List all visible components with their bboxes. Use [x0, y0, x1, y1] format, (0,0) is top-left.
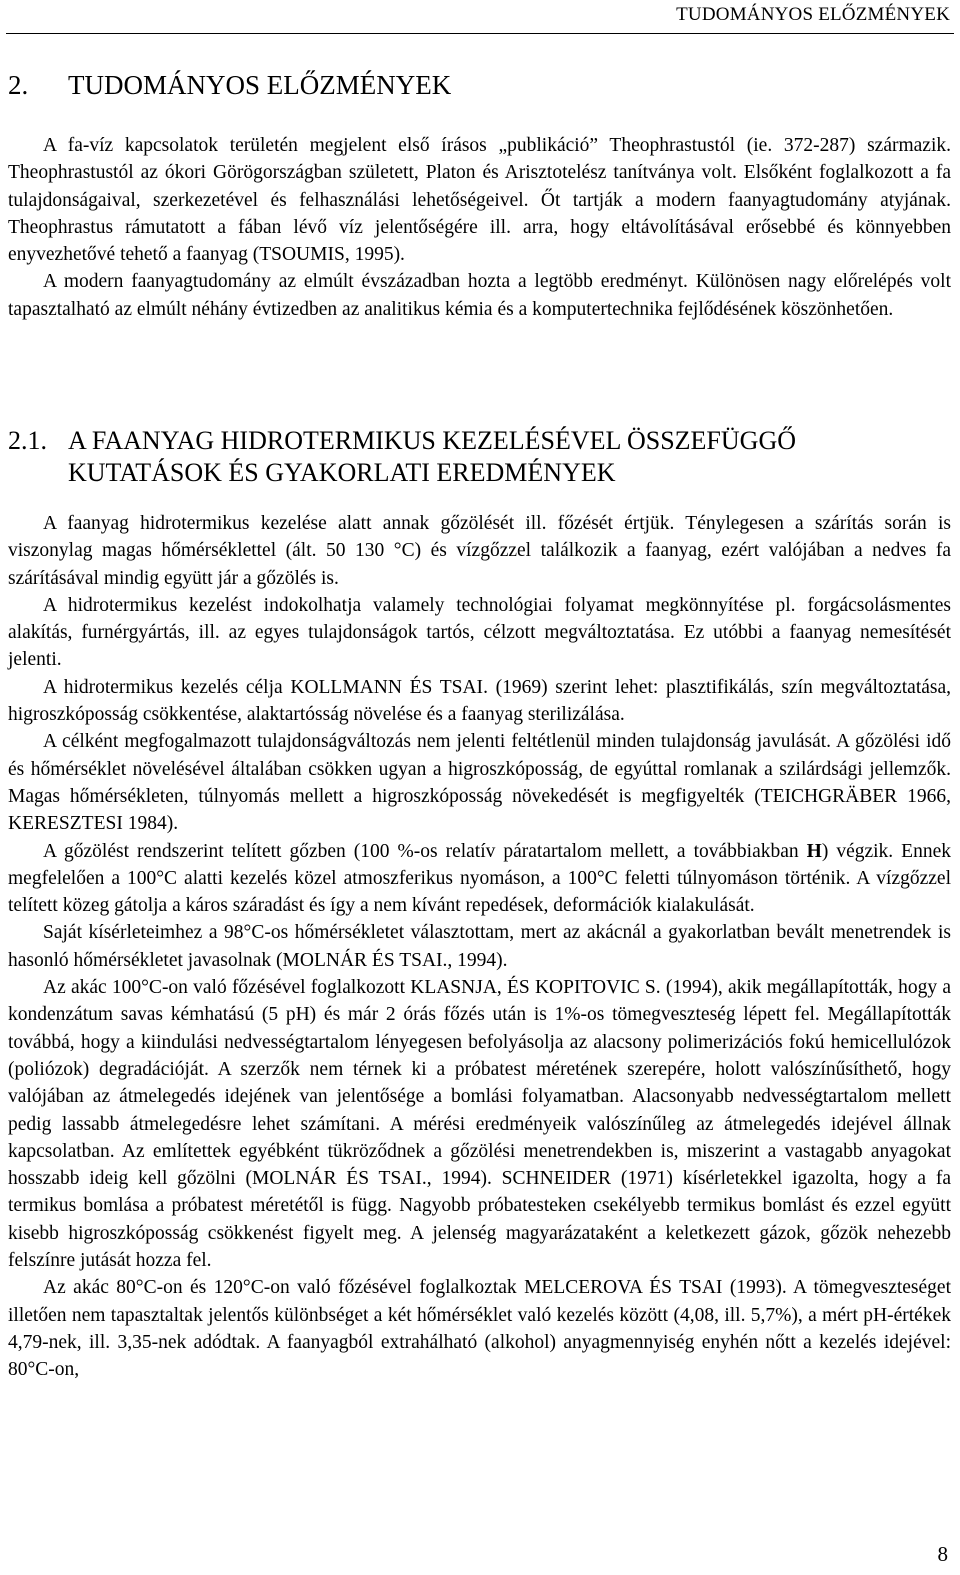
header-rule	[6, 33, 954, 34]
citation-author: KLASNJA, ÉS KOPITOVIC S	[410, 977, 656, 999]
subsection-title: A FAANYAG HIDROTERMIKUS KEZELÉSÉVEL ÖSSZEFÜGGŐ KUTATÁSOK ÉS GYAKORLATI EREDMÉNYEK	[68, 426, 796, 487]
citation-author: TSOUMIS	[259, 244, 345, 266]
citation-author: MOLNÁR ÉS TSAI	[251, 1168, 422, 1190]
intro-paragraph-1: A fa-víz kapcsolatok területén megjelent első írásos „publikáció” Theophrastustól (ie. 372-287) származik. Theophrastustól az ókori Görögországban született, Platon és Arisztotelész tanítványa volt. Elsőként foglalkozott a fa tulajdonságaival, szerkezetével és felhasználási lehetőségeivel. Őt tartják a modern faanyagtudomány atyjának. Theophrastus rámutatott a fában lévő víz jelentőségére ill. arra, hogy eltávolításával erősebbé és könnyebben enyvezhetővé tehető a faanyag (TSOUMIS, 1995).	[8, 135, 951, 266]
body-paragraph-8: Az akác 80°C-on és 120°C-on való főzésével foglalkoztak MELCEROVA ÉS TSAI (1993). A tömegveszteséget illetően nem tapasztaltak jelentős különbséget a két hőmérséklet való kezelés között (4,08, ill. 5,7%), a mért pH-értékek 4,79-nek, ill. 3,35-nek adódtak. A faanyagból extrahálható (alkohol) anyagmennyiség enyhén nőtt a kezelés idejével: 80°C-on,	[8, 1277, 951, 1381]
citation-author: SCHNEIDER	[501, 1168, 612, 1190]
citation-author: KERESZTESI	[8, 813, 123, 835]
symbol-h: H	[806, 840, 822, 862]
running-header: TUDOMÁNYOS ELŐZMÉNYEK	[676, 4, 950, 25]
subsection-number: 2.1.	[8, 426, 47, 455]
section-number: 2.	[8, 70, 29, 100]
intro-text	[8, 132, 951, 323]
body-paragraph-1: A faanyag hidrotermikus kezelése alatt annak gőzölését ill. főzését értjük. Ténylegesen a szárítás során is viszonylag magas hőmérséklettel (ált. 50 130 °C) és vízgőzzel találkozik a faanyag, ezért valójában a nedves fa szárításával mindig együtt jár a gőzölés is.	[8, 513, 951, 589]
section-title: TUDOMÁNYOS ELŐZMÉNYEK	[68, 70, 452, 100]
body-paragraph-4: A célként megfogalmazott tulajdonságváltozás nem jelenti feltétlenül minden tulajdonság javulását. A gőzölési idő és hőmérséklet növelésével általában csökken ugyan a higroszkóposság, de egyúttal romlanak a szilárdsági jellemzők. Magas hőmérsékleten, túlnyomás mellett a higroszkóposság növekedését is megfigyelték (TEICHGRÄBER 1966, KERESZTESI 1984).	[8, 731, 951, 835]
page-number: 8	[937, 1542, 948, 1566]
intro-paragraph-2: A modern faanyagtudomány az elmúlt évszázadban hozta a legtöbb eredményt. Különösen nagy előrelépés volt tapasztalható az elmúlt néhány évtizedben az analitikus kémia és a komputertechnika fejlődésének köszönhetően.	[8, 271, 951, 320]
body-paragraph-6: Saját kísérleteimhez a 98°C-os hőmérsékletet választottam, mert az akácnál a gyakorlatban bevált menetrendek is hasonló hőmérsékletet javasolnak (MOLNÁR ÉS TSAI., 1994).	[8, 922, 951, 971]
subsection-heading	[8, 425, 938, 489]
body-text	[8, 510, 951, 1384]
citation-author: TEICHGRÄBER	[760, 785, 898, 807]
body-paragraph-7: Az akác 100°C-on való főzésével foglalkozott KLASNJA, ÉS KOPITOVIC S. (1994), akik megállapították, hogy a kondenzátum savas kémhatású (5 pH) és már 2 órás főzés után is 1%-os tömegveszteség lépett fel. Megállapították továbbá, hogy a kiindulási nedvességtartalom lényegesen befolyásolja az alacsony polimerizációs fokú hemicellulózok (poliózok) degradációját. A szerzők nem térnek ki a próbatest méretének szerepére, holott valószínűsíthető, hogy valójában az átmelegedés idejének van jelentősége a bomlási folyamatban. Alacsonyabb nedvességtartalom mellett pedig lassabb átmelegedésre lehet számítani. A mérési eredményeik valószínűleg az átmelegedés idejével állnak kapcsolatban. Az említettek egyébként tükröződnek a gőzölési menetrendekben is, miszerint a vastagabb anyagokat hosszabb ideig kell gőzölni (MOLNÁR ÉS TSAI., 1994). SCHNEIDER (1971) kísérletekkel igazolta, hogy a fa termikus bomlása a próbatest méretétől is függ. Nagyobb próbatesteken csekélyebb termikus bomlást és ezzel együtt kisebb higroszkóposság csökkenést figyelt meg. A jelenség magyarázataként a keletkezett gázok, gőzök nehezebb felszínre jutását hozza fel.	[8, 977, 951, 1272]
body-paragraph-5: A gőzölést rendszerint telített gőzben (100 %-os relatív páratartalom mellett, a továbbiakban H) végzik. Ennek megfelelően a 100°C alatti kezelés közel atmoszferikus nyomáson, a 100°C feletti túlnyomáson történik. A vízgőzzel telített közeg gátolja a káros száradást és így a nem kívánt repedések, deformációk kialakulását.	[8, 840, 951, 917]
body-paragraph-2: A hidrotermikus kezelést indokolhatja valamely technológiai folyamat megkönnyítése pl. forgácsolásmentes alakítás, furnérgyártás, ill. az egyes tulajdonságok tartós, célzott megváltoztatása. Ez utóbbi a faanyag nemesítését jelenti.	[8, 594, 951, 671]
citation-author: MOLNÁR ÉS TSAI	[282, 949, 443, 971]
citation-author: MELCEROVA ÉS TSAI	[524, 1277, 723, 1299]
citation-author: KOLLMANN ÉS TSAI	[290, 676, 484, 698]
section-heading	[8, 70, 451, 101]
body-paragraph-3: A hidrotermikus kezelés célja KOLLMANN ÉS TSAI. (1969) szerint lehet: plasztifikálás, szín megváltoztatása, higroszkóposság csökkentése, alaktartósság növelése és a faanyag sterilizálása.	[8, 676, 952, 726]
